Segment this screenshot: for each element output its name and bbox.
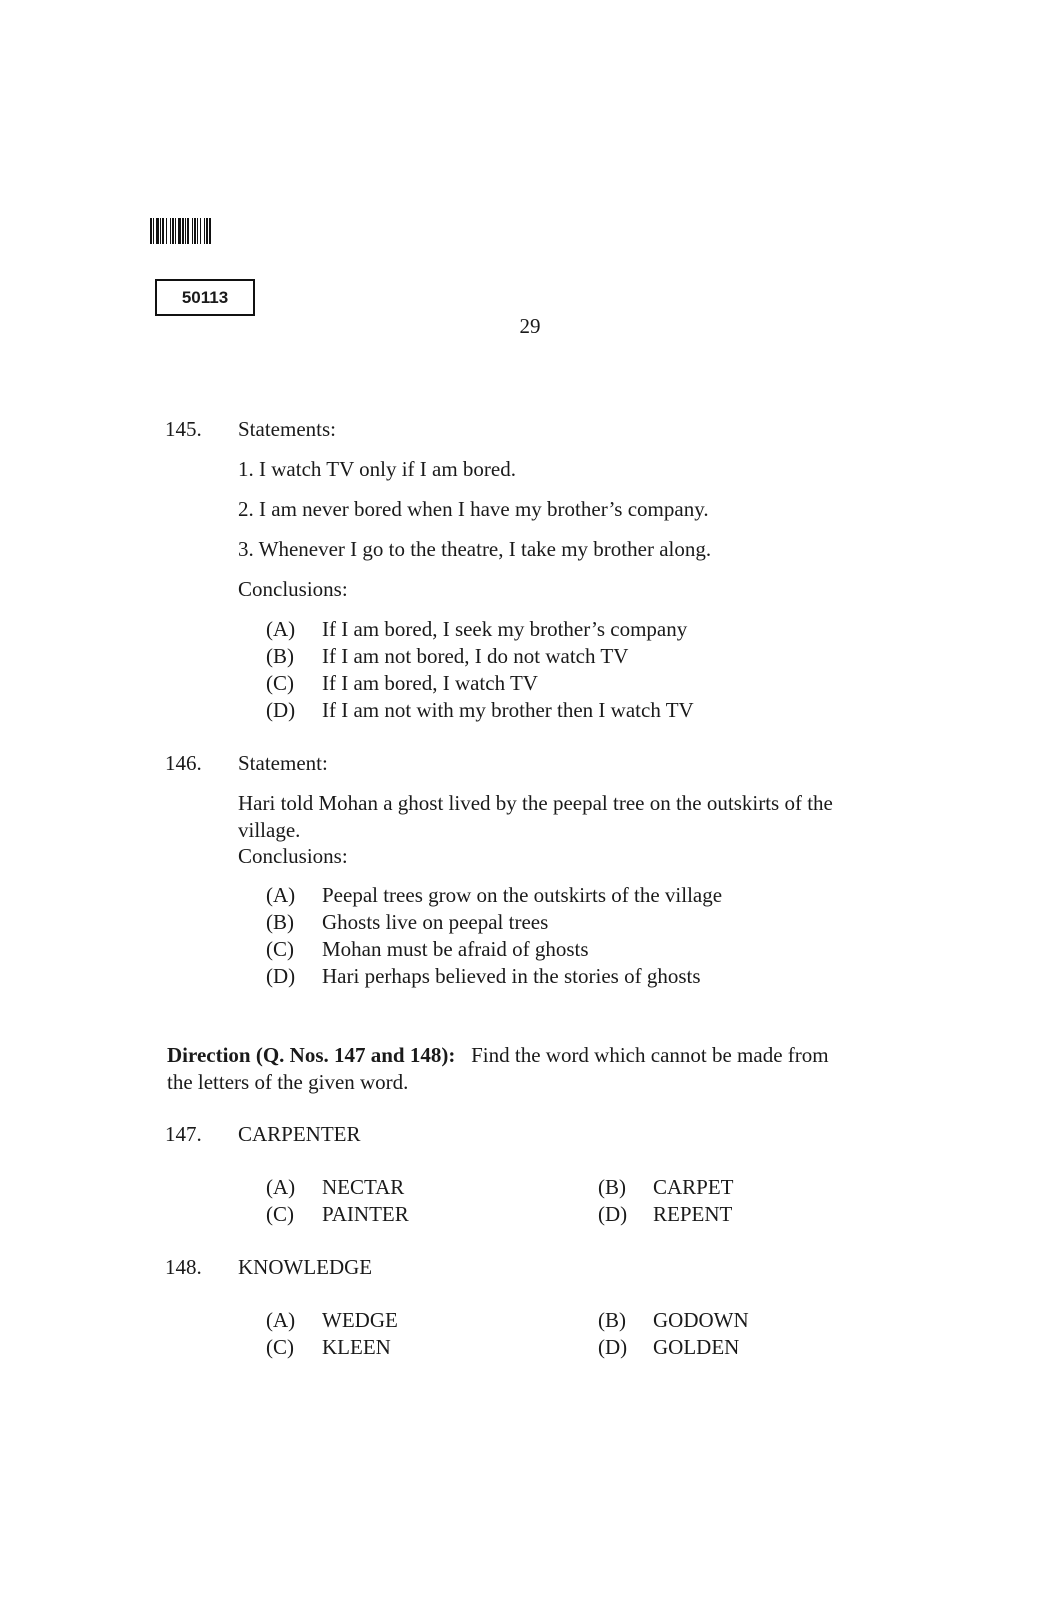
direction-line-2: the letters of the given word. (167, 1070, 409, 1094)
option-text: If I am not bored, I do not watch TV (322, 644, 629, 668)
option-text: If I am not with my brother then I watch TV (322, 698, 694, 722)
option-label: (A) (266, 883, 296, 907)
statement-3: 3. Whenever I go to the theatre, I take my brother along. (238, 537, 712, 561)
option-label: (B) (598, 1308, 626, 1332)
option-text: CARPET (653, 1175, 734, 1199)
statement-text-line-2: village. (238, 818, 301, 842)
direction-heading: Direction (Q. Nos. 147 and 148): (167, 1043, 456, 1067)
statement-2: 2. I am never bored when I have my brother’s company. (238, 497, 709, 521)
option-label: (B) (266, 644, 294, 668)
option-text: PAINTER (322, 1202, 409, 1226)
option-text: NECTAR (322, 1175, 405, 1199)
question-number-146: 146. (165, 751, 202, 775)
option-label: (D) (598, 1202, 628, 1226)
option-label: (D) (266, 964, 296, 988)
option-label: (C) (266, 1335, 294, 1359)
option-text: REPENT (653, 1202, 733, 1226)
statement-1: 1. I watch TV only if I am bored. (238, 457, 516, 481)
option-text: Mohan must be afraid of ghosts (322, 937, 589, 961)
direction-text: Find the word which cannot be made from (471, 1043, 829, 1067)
question-number-147: 147. (165, 1122, 202, 1146)
option-label: (B) (266, 910, 294, 934)
option-text: GODOWN (653, 1308, 749, 1332)
given-word: KNOWLEDGE (238, 1255, 373, 1279)
option-label: (C) (266, 671, 294, 695)
option-label: (D) (598, 1335, 628, 1359)
statement-text-line-1: Hari told Mohan a ghost lived by the peepal tree on the outskirts of the (238, 791, 833, 815)
barcode-bar (211, 218, 212, 244)
question-number-145: 145. (165, 417, 202, 441)
option-text: Peepal trees grow on the outskirts of the village (322, 883, 723, 907)
option-label: (C) (266, 937, 294, 961)
given-word: CARPENTER (238, 1122, 361, 1146)
direction-line-1 (167, 1042, 829, 1069)
option-text: KLEEN (322, 1335, 391, 1359)
option-text: If I am bored, I seek my brother’s company (322, 617, 688, 641)
statements-label: Statements: (238, 417, 336, 441)
option-text: GOLDEN (653, 1335, 740, 1359)
page-number: 29 (519, 314, 541, 338)
conclusions-label: Conclusions: (238, 844, 348, 868)
option-label: (C) (266, 1202, 294, 1226)
option-label: (D) (266, 698, 296, 722)
paper-code-box: 50113 (155, 279, 255, 316)
statement-label: Statement: (238, 751, 328, 775)
option-label: (A) (266, 617, 296, 641)
barcode (150, 218, 296, 244)
option-text: If I am bored, I watch TV (322, 671, 538, 695)
option-text: WEDGE (322, 1308, 398, 1332)
option-label: (B) (598, 1175, 626, 1199)
option-label: (A) (266, 1175, 296, 1199)
option-label: (A) (266, 1308, 296, 1332)
question-number-148: 148. (165, 1255, 202, 1279)
option-text: Ghosts live on peepal trees (322, 910, 549, 934)
option-text: Hari perhaps believed in the stories of ghosts (322, 964, 701, 988)
conclusions-label: Conclusions: (238, 577, 348, 601)
